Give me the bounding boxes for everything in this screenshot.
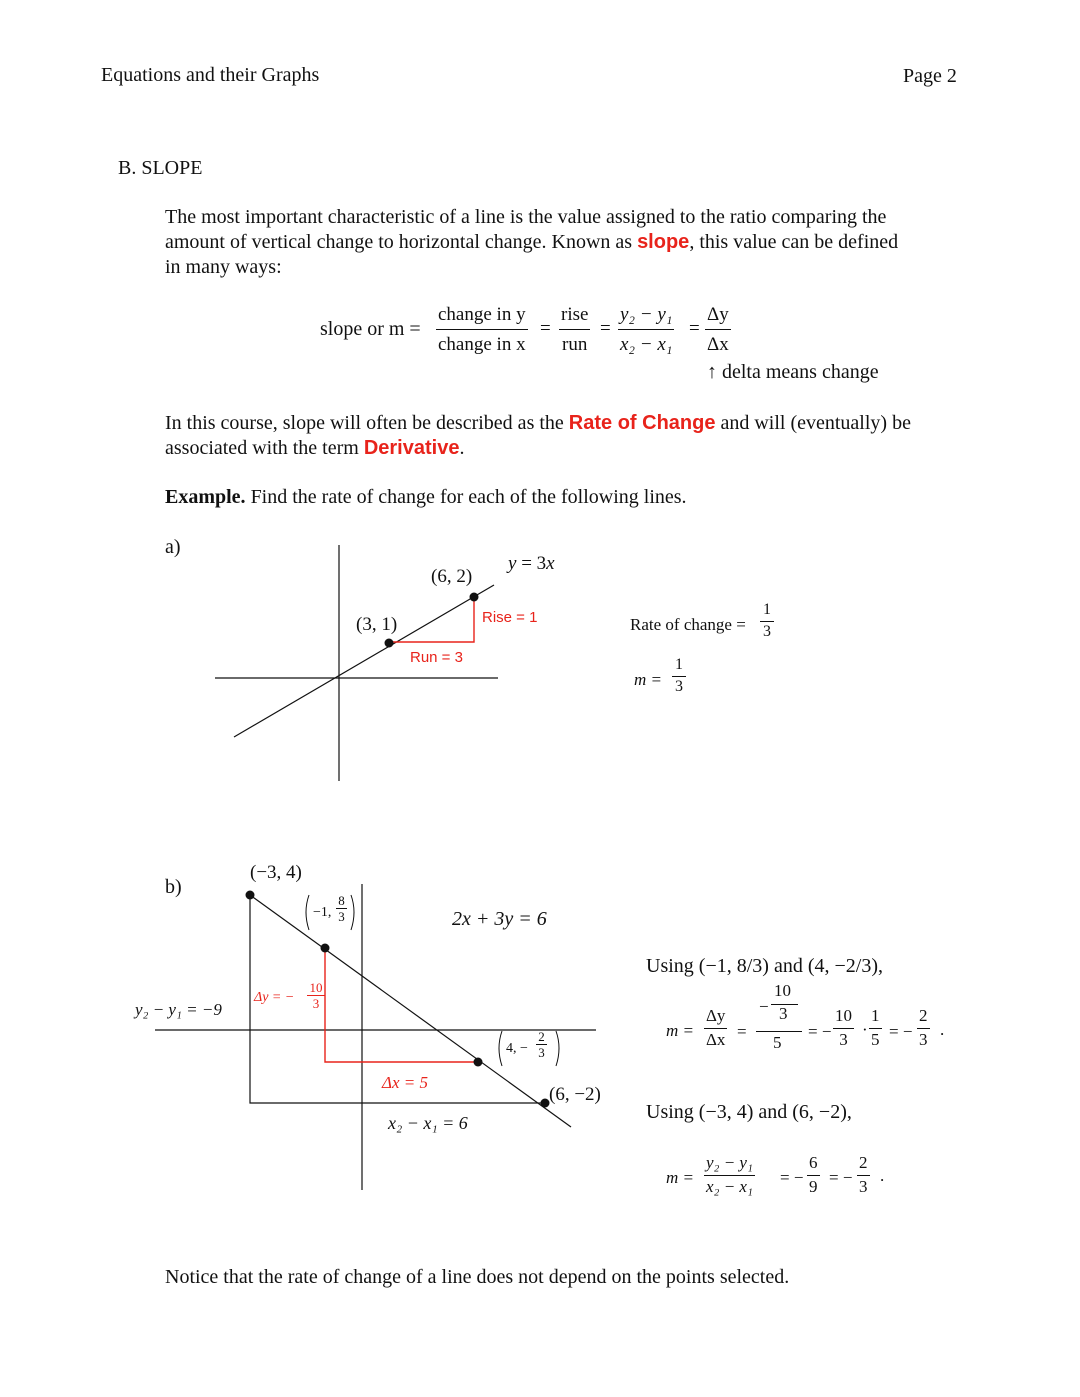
numerator: rise (559, 303, 590, 330)
point-label-3-1: (3, 1) (356, 614, 398, 635)
slope-term: slope (637, 231, 690, 253)
point-neg3-4 (246, 891, 255, 900)
equals-negative: = − (889, 1022, 913, 1041)
point-low-fraction (536, 1029, 547, 1060)
course-text: associated with the term (165, 437, 364, 459)
fraction-6-9 (807, 1153, 820, 1197)
equals-sign: = (540, 318, 551, 339)
delta-y-fraction (307, 980, 325, 1011)
rise-label: Rise = 1 (482, 609, 538, 626)
numerator: Δy (704, 1006, 727, 1029)
delta-fraction-b1 (704, 1006, 727, 1050)
delta-note: ↑ delta means change (707, 361, 879, 383)
course-text: In this course, slope will often be described as the (165, 412, 569, 434)
intro-text: , this value can be defined (689, 231, 899, 253)
denominator: 3 (312, 996, 320, 1011)
delta-y-label: Δy = − (254, 990, 295, 1005)
run-label: Run = 3 (410, 649, 463, 666)
course-text: and will (eventually) be (715, 412, 911, 434)
numerator: change in y (436, 303, 528, 330)
equals-sign: = (737, 1022, 747, 1041)
denominator: 3 (338, 909, 345, 924)
equation-a: y = 3x (508, 553, 555, 574)
point-label-6-2: (6, 2) (431, 566, 473, 587)
period: . (940, 1020, 945, 1039)
denominator: 9 (809, 1177, 818, 1196)
numerator: y₂ − y₁ (704, 1153, 755, 1176)
paren-right (351, 895, 354, 930)
denominator: 3 (763, 623, 771, 640)
using-points-1: Using (−1, 8/3) and (4, −2/3), (646, 955, 883, 977)
y-difference-label: y₂ − y₁ = −9 (135, 1000, 222, 1019)
numerator: 1 (869, 1006, 882, 1029)
y-over-x-fraction-b2 (704, 1153, 755, 1197)
example-text: Find the rate of change for each of the following lines. (245, 486, 687, 508)
intro-line-3: in many ways: (165, 256, 282, 278)
numerator: 8 (336, 893, 347, 909)
example-label: Example. (165, 486, 246, 508)
equals-negative: = − (780, 1168, 804, 1187)
complex-num-top: 10 (774, 981, 791, 1000)
point-neg1-8-3 (321, 944, 330, 953)
section-title: B. SLOPE (118, 157, 203, 179)
footer-note: Notice that the rate of change of a line does not depend on the points selected. (165, 1266, 790, 1288)
period: . (880, 1166, 885, 1185)
numerator: 2 (536, 1029, 547, 1045)
denominator: 3 (859, 1177, 868, 1196)
denominator: Δx (707, 334, 729, 355)
numerator: Δy (705, 303, 731, 330)
denominator: 3 (675, 678, 683, 695)
numerator: 1 (760, 600, 774, 622)
equals-sign: = (600, 318, 611, 339)
paren-right (556, 1031, 559, 1066)
equals-negative: = − (829, 1168, 853, 1187)
denominator: change in x (438, 334, 526, 355)
numerator: 10 (307, 980, 325, 996)
minus-sign: − (759, 997, 769, 1016)
numerator: 2 (917, 1006, 930, 1029)
intro-line-1: The most important characteristic of a line is the value assigned to the ratio comparing the (165, 206, 887, 228)
denominator: 3 (538, 1045, 545, 1060)
x-difference-label: x₂ − x₁ = 6 (388, 1113, 468, 1133)
paren-left (499, 1031, 502, 1066)
numerator: 10 (833, 1006, 854, 1029)
denominator: x₂ − x₁ (706, 1177, 753, 1196)
delta-x-label: Δx = 5 (382, 1073, 428, 1092)
equals-sign: = (689, 318, 700, 339)
document-title: Equations and their Graphs (101, 64, 320, 86)
intro-text: amount of vertical change to horizontal change. Known as (165, 231, 638, 253)
fraction-10-3 (833, 1006, 854, 1050)
denominator: 3 (839, 1030, 848, 1049)
m-label-b1: m = (666, 1021, 694, 1040)
numerator: y₂ − y₁ (618, 303, 674, 330)
point-label-neg1: −1, (313, 905, 332, 920)
derivative-term: Derivative (363, 437, 460, 459)
numerator: 6 (807, 1153, 820, 1176)
slope-formula-lhs: slope or m = (320, 318, 421, 340)
rate-of-change-label: Rate of change = (630, 615, 746, 634)
point-4-neg2-3 (474, 1058, 483, 1067)
course-text: . (459, 437, 465, 459)
point-label-neg3-4: (−3, 4) (250, 862, 302, 883)
denominator: Δx (706, 1030, 726, 1049)
equals-negative: = − (808, 1022, 832, 1041)
complex-denominator: 5 (773, 1033, 782, 1052)
m-label-b2: m = (666, 1168, 694, 1187)
point-label-6-neg2: (6, −2) (549, 1084, 601, 1105)
part-b-label: b) (165, 876, 182, 898)
m-label-a: m = (634, 670, 662, 689)
point-mid-fraction (336, 893, 347, 924)
rate-of-change-term: Rate of Change (568, 412, 716, 434)
numerator: 1 (672, 655, 686, 677)
result-fraction-b2 (857, 1153, 870, 1197)
paren-left (306, 895, 309, 930)
denominator: run (562, 334, 588, 355)
multiply-dot: · (862, 1020, 868, 1039)
fraction-1-5 (869, 1006, 882, 1050)
complex-num-bottom: 3 (779, 1004, 788, 1023)
denominator: 3 (919, 1030, 928, 1049)
result-fraction-b1 (917, 1006, 930, 1050)
complex-main-bar (756, 1031, 802, 1032)
using-points-2: Using (−3, 4) and (6, −2), (646, 1101, 852, 1123)
denominator: x₂ − x₁ (620, 334, 673, 355)
denominator: 5 (871, 1030, 880, 1049)
numerator: 2 (857, 1153, 870, 1176)
part-a-label: a) (165, 536, 181, 558)
page-number: Page 2 (903, 65, 957, 87)
equation-b: 2x + 3y = 6 (452, 908, 547, 930)
point-label-4: 4, − (506, 1041, 528, 1056)
